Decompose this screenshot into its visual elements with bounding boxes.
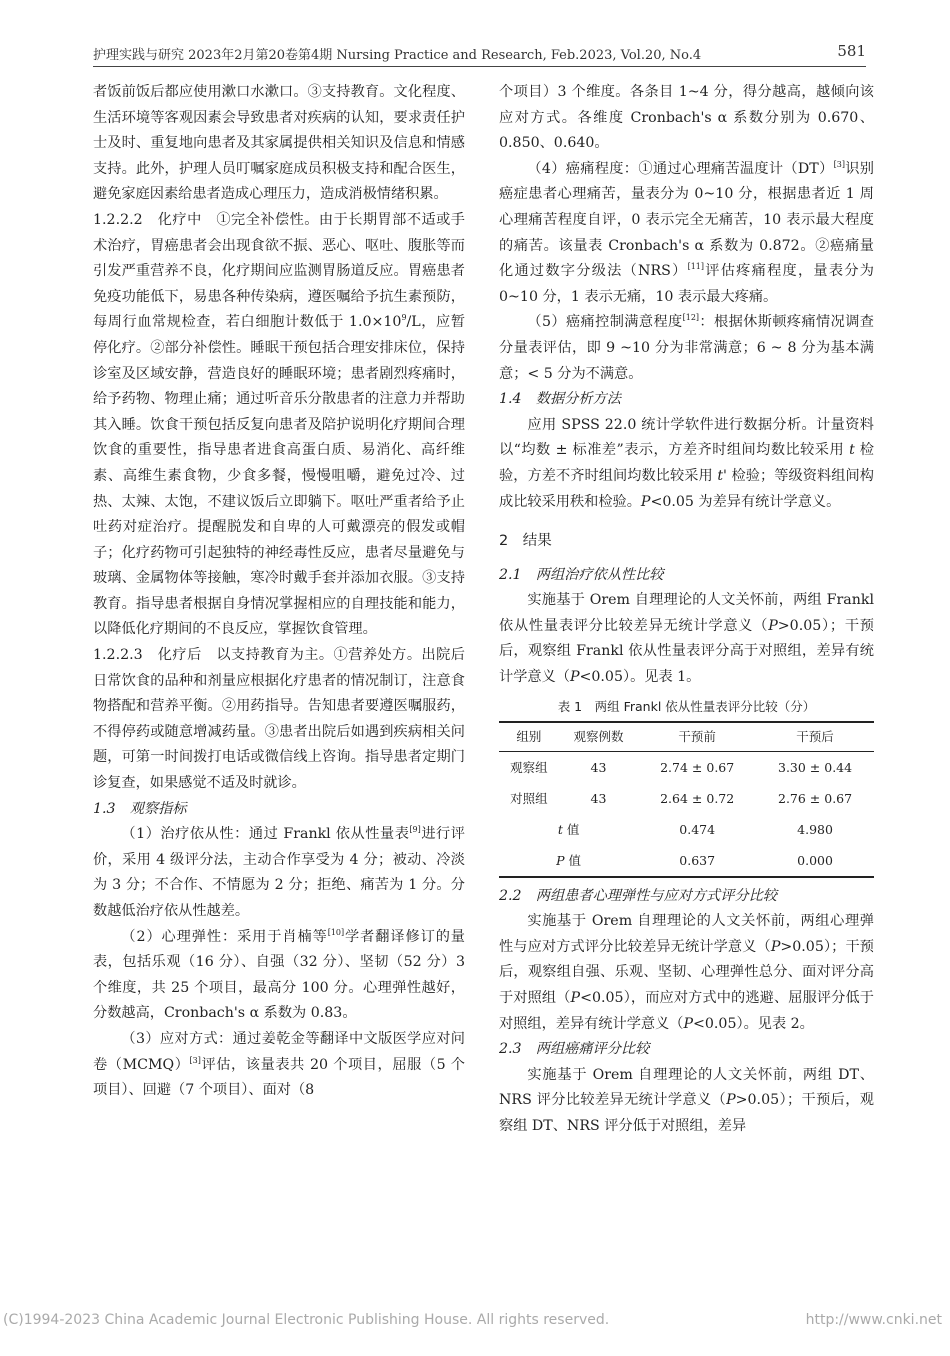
text: <0.05），而应对方式中的逃避、屈服评分低于对照组，差异有统计学意义（ bbox=[499, 990, 874, 1032]
table-row-p bbox=[499, 845, 874, 877]
heading-1-4 bbox=[499, 387, 874, 413]
left-column bbox=[93, 80, 465, 1104]
heading-2 bbox=[499, 529, 874, 555]
text: >0.05）；干预后，观察组 Frankl 依从性量表评分高于对照组，差异有统计学意义（ bbox=[499, 617, 874, 686]
text: 进行评价，采用 4 级评分法，主动合作享受为 4 分；被动、冷淡为 3 分；不合作、不情愿为 2 分；拒绝、痛苦为 1 分。分数越低治疗依从性越差。 bbox=[93, 826, 465, 919]
section-1-2-2-2 bbox=[93, 208, 465, 643]
table-cell: 对照组 bbox=[510, 790, 548, 806]
table-cell: 0.000 bbox=[797, 852, 833, 868]
heading-number: 2.2 bbox=[499, 887, 522, 904]
paragraph bbox=[499, 157, 874, 311]
text: 检验，方差不齐时组间均数比较采用 bbox=[499, 442, 874, 484]
paragraph bbox=[93, 925, 465, 1027]
text: <0.05）。见表 1。 bbox=[579, 669, 701, 686]
text: 检验；等级资料组间构成比较采用秩和检验。 bbox=[499, 467, 874, 510]
table-cell: 2.76 ± 0.67 bbox=[778, 790, 853, 806]
reference-citation[interactable]: [3] bbox=[833, 159, 845, 169]
table-cell bbox=[499, 814, 638, 845]
table-cell bbox=[499, 845, 638, 877]
table-cell: 0.474 bbox=[679, 821, 716, 837]
column-header: 观察例数 bbox=[559, 722, 639, 752]
heading-title: 结果 bbox=[522, 533, 552, 550]
table-row-t bbox=[499, 814, 874, 845]
paragraph bbox=[499, 413, 874, 515]
text: 实施基于 Orem 自理理论的人文关怀前，两组 Frankl 依从性量表评分比较差异无统计学意义（ bbox=[499, 592, 874, 634]
column-header: 干预前 bbox=[638, 722, 756, 752]
table-cell: 观察组 bbox=[510, 759, 548, 775]
superscript: 9 bbox=[401, 313, 407, 323]
heading-number: 1.3 bbox=[93, 800, 116, 817]
text: 实施基于 Orem 自理理论的人文关怀前，两组心理弹性与应对方式评分比较差异无统计学意义（ bbox=[499, 913, 874, 955]
text: （4）癌痛程度：①通过心理痛苦温度计（DT） bbox=[527, 160, 834, 177]
heading-1-3 bbox=[93, 797, 465, 823]
heading-title: 两组治疗依从性比较 bbox=[535, 566, 664, 583]
italic-var: P bbox=[570, 990, 581, 1007]
table-cell: 4.980 bbox=[797, 821, 833, 837]
section-1-2-2-3 bbox=[93, 643, 465, 797]
table-row bbox=[499, 751, 874, 783]
paragraph bbox=[499, 909, 874, 1037]
heading-number: 2.1 bbox=[499, 566, 522, 583]
text: <0.05 为差异有统计学意义。 bbox=[650, 493, 841, 510]
paragraph bbox=[93, 1027, 465, 1104]
paragraph bbox=[499, 310, 874, 387]
text: ：根据休斯顿疼痛情况调查分量表评估，即 9 ~10 分为非常满意；6 ~ 8 分为基本满意；< 5 分为不满意。 bbox=[499, 314, 874, 382]
heading-2-1 bbox=[499, 563, 874, 589]
reference-citation[interactable]: [9] bbox=[409, 825, 421, 835]
header-rule bbox=[93, 66, 866, 67]
heading-title: 两组患者心理弹性与应对方式评分比较 bbox=[535, 887, 777, 904]
copyright-notice: (C)1994-2023 China Academic Journal Electronic Publishing House. All rights reserved. bbox=[3, 1312, 610, 1328]
text: >0.05）；干预后，观察组自强、乐观、坚韧、心理弹性总分、面对评分高于对照组（ bbox=[499, 938, 874, 1007]
text: （2）心理弹性：采用于肖楠等 bbox=[121, 928, 328, 945]
footer-url[interactable]: http://www.cnki.net bbox=[805, 1312, 942, 1328]
section-text: ①完全补偿性。由于长期胃部不适或手术治疗，胃癌患者会出现食欲不振、恶心、呕吐、腹胀等而引发严重营养不良，化疗期间应监测胃肠道反应。胃癌患者免疫功能低下，易患各种传染病，遵医嘱给予抗生素预防，每周行血常规检查，若白细胞计数低于 1.0×10 bbox=[93, 211, 465, 331]
italic-var: P bbox=[768, 617, 778, 634]
italic-var: P bbox=[640, 493, 651, 510]
heading-2-3 bbox=[499, 1037, 874, 1063]
section-number: 1.2.2.2 bbox=[93, 211, 143, 228]
text: 值 bbox=[564, 852, 582, 868]
heading-number: 2 bbox=[499, 533, 509, 550]
table-caption: 表 1 两组 Frankl 依从性量表评分比较（分） bbox=[557, 698, 816, 714]
italic-var: P bbox=[770, 938, 781, 955]
table-cell: 43 bbox=[590, 759, 607, 775]
text: （5）癌痛控制满意程度 bbox=[527, 314, 683, 331]
italic-var: t bbox=[849, 442, 855, 459]
text: 学者翻译修订的量表，包括乐观（16 分）、自强（32 分）、坚韧（52 分）3 个维度，共 25 个项目，最高分 100 分。心理弹性越好，分数越高，Cronbach's α 系数为 0.83。 bbox=[93, 928, 465, 1022]
italic-var: t bbox=[557, 821, 563, 837]
heading-2-2 bbox=[499, 884, 874, 910]
text: 值 bbox=[562, 821, 580, 837]
table-1 bbox=[499, 721, 874, 878]
text: 评估，该量表共 20 个项目，屈服（5 个项目）、回避（7 个项目）、面对（8 bbox=[93, 1056, 465, 1099]
section-text: /L，应暂停化疗。②部分补偿性。睡眠干预包括合理安排床位，保持诊室及区域安静，营造良好的睡眠环境；患者剧烈疼痛时，给予药物、物理止痛；通过听音乐分散患者的注意力并帮助其入睡。饮食干预包括反复向患者及陪护说明化疗期间合理饮食的重要性，指导患者进食高蛋白质、易消化、高纤维素、高维生素食物，少食多餐，慢慢咀嚼，避免过冷、过热、太辣、太饱，不建议饭后立即躺下。呕吐严重者给予止吐药对症治疗。提醒脱发和自卑的人可戴漂亮的假发或帽子；化疗药物可引起独特的神经毒性反应，患者尽量避免与玻璃、金属物体等接触，寒冷时戴手套并添加衣服。③支持教育。指导患者根据自身情况掌握相应的自理技能和能力，以降低化疗期间的不良反应，掌握饮食管理。 bbox=[93, 314, 466, 638]
text: 评估疼痛程度，量表分为 0~10 分，1 表示无痛，10 表示最大疼痛。 bbox=[499, 263, 874, 305]
italic-var: t' bbox=[717, 467, 727, 484]
reference-citation[interactable]: [12] bbox=[682, 313, 700, 323]
table-cell: 2.74 ± 0.67 bbox=[660, 759, 735, 775]
heading-number: 1.4 bbox=[499, 391, 522, 408]
journal-info: 护理实践与研究 2023年2月第20卷第4期 Nursing Practice and Research, Feb.2023, Vol.20, No.4 bbox=[93, 48, 702, 63]
right-column bbox=[499, 80, 874, 1140]
table-cell: 0.637 bbox=[679, 852, 716, 868]
italic-var: P bbox=[726, 1092, 736, 1109]
italic-var: P bbox=[683, 1015, 693, 1032]
text: >0.05）；干预后，观察组 DT、NRS 评分低于对照组，差异 bbox=[499, 1092, 874, 1134]
italic-var: P bbox=[556, 852, 565, 868]
table-header-row bbox=[499, 722, 874, 752]
reference-citation[interactable]: [11] bbox=[687, 262, 705, 272]
heading-title: 观察指标 bbox=[129, 800, 187, 817]
paragraph bbox=[93, 822, 465, 924]
text: <0.05）。见表 2。 bbox=[693, 1015, 814, 1032]
table-cell: 3.30 ± 0.44 bbox=[778, 759, 853, 775]
reference-citation[interactable]: [3] bbox=[189, 1055, 201, 1065]
section-text: 以支持教育为主。①营养处方。出院后日常饮食的品种和剂量应根据化疗患者的情况制订，注意食物搭配和营养平衡。②用药指导。告知患者要遵医嘱服药，不得停药或随意增减药量。③患者出院后如遇到疾病相关问题，可第一时间拨打电话或微信线上咨询。指导患者定期门诊复查，如果感觉不适及时就诊。 bbox=[93, 647, 465, 792]
table-cell: 43 bbox=[590, 790, 607, 806]
text: 识别癌症患者心理痛苦，量表分为 0~10 分，根据患者近 1 周心理痛苦程度自评，0 表示完全无痛苦，10 表示最大程度的痛苦。该量表 Cronbach's α 系数为 0.872。②癌痛量化通过数字分级法（NRS） bbox=[499, 160, 874, 280]
section-heading: 化疗中 bbox=[157, 211, 202, 228]
column-header: 干预后 bbox=[756, 722, 874, 752]
heading-number: 2.3 bbox=[499, 1041, 522, 1058]
paragraph: 者饭前饭后都应使用漱口水漱口。③支持教育。文化程度、生活环境等客观因素会导致患者对疾病的认知，要求责任护士及时、重复地向患者及其家属提供相关知识及信息和情感支持。此外，护理人员叮嘱家庭成员积极支持和配合医生，避免家庭因素给患者造成心理压力，造成消极情绪积累。 bbox=[93, 84, 465, 203]
footer bbox=[0, 1312, 950, 1332]
heading-title: 两组癌痛评分比较 bbox=[535, 1041, 650, 1058]
page-number: 581 bbox=[837, 42, 866, 60]
section-number: 1.2.2.3 bbox=[93, 647, 143, 664]
paragraph: 个项目）3 个维度。各条目 1~4 分，得分越高，越倾向该应对方式。各维度 Cronbach's α 系数分别为 0.670、0.850、0.640。 bbox=[499, 84, 874, 152]
paragraph bbox=[499, 588, 874, 690]
italic-var: P bbox=[569, 669, 580, 686]
paragraph bbox=[499, 1063, 874, 1140]
heading-title: 数据分析方法 bbox=[535, 391, 621, 408]
text: 应用 SPSS 22.0 统计学软件进行数据分析。计量资料以“均数 ± 标准差”表示，方差齐时组间均数比较采用 bbox=[499, 416, 874, 459]
reference-citation[interactable]: [10] bbox=[327, 927, 345, 937]
section-heading: 化疗后 bbox=[157, 647, 202, 664]
column-header: 组别 bbox=[499, 722, 559, 752]
text: 实施基于 Orem 自理理论的人文关怀前，两组 DT、NRS 评分比较差异无统计学意义（ bbox=[499, 1066, 874, 1109]
text: （1）治疗依从性：通过 Frankl 依从性量表 bbox=[121, 826, 410, 843]
text: （3）应对方式：通过姜乾金等翻译中文版医学应对问卷（MCMQ） bbox=[93, 1030, 465, 1073]
table-row bbox=[499, 783, 874, 814]
table-cell: 2.64 ± 0.72 bbox=[660, 790, 735, 806]
